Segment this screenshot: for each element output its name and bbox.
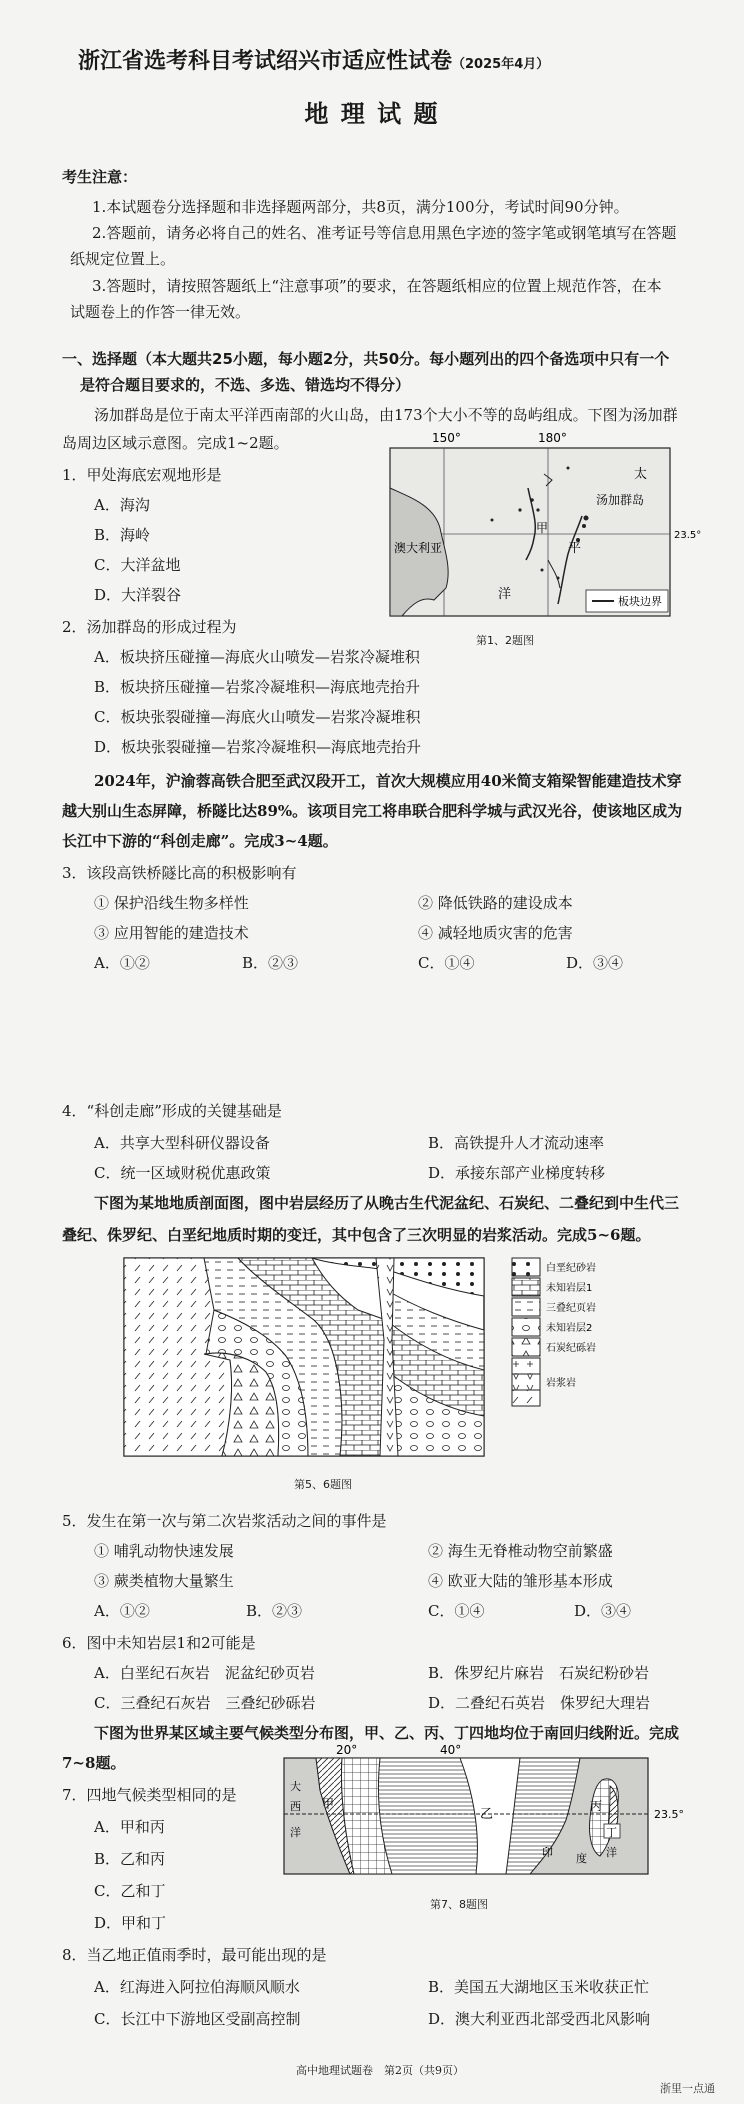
map2-ocean-label: 洋 <box>606 1846 617 1859</box>
option[interactable]: B．海岭 <box>94 526 151 544</box>
map1-lon-label: 180° <box>538 431 567 445</box>
map1-ocean-label: 平 <box>568 541 582 556</box>
intro-text: 长江中下游的“科创走廊”。完成3~4题。 <box>62 832 338 850</box>
statement: ② 降低铁路的建设成本 <box>418 894 573 912</box>
option[interactable]: B．高铁提升人才流动速率 <box>428 1134 605 1152</box>
option[interactable]: C．统一区域财税优惠政策 <box>94 1164 271 1182</box>
statement: ② 海生无脊椎动物空前繁盛 <box>428 1542 613 1560</box>
notice-line: 3.答题时，请按照答题纸上“注意事项”的要求，在答题纸相应的位置上规范作答，在本 <box>92 277 662 295</box>
figure-caption: 第5、6题图 <box>294 1478 352 1491</box>
option[interactable]: A．海沟 <box>94 496 150 514</box>
map2-ocean-label: 洋 <box>290 1826 301 1839</box>
figure-caption: 第7、8题图 <box>430 1898 488 1911</box>
map1-jia-label: 甲 <box>536 521 549 535</box>
statement: ① 哺乳动物快速发展 <box>94 1542 234 1560</box>
notice-line: 2.答题前，请务必将自己的姓名、准考证号等信息用黑色字迹的签字笔或钢笔填写在答题 <box>92 224 677 242</box>
notice-line: 1.本试题卷分选择题和非选择题两部分，共8页，满分100分，考试时间90分钟。 <box>92 198 629 216</box>
legend-label: 三叠纪页岩 <box>546 1303 596 1314</box>
question-stem: 6．图中未知岩层1和2可能是 <box>62 1634 256 1652</box>
option[interactable]: C．大洋盆地 <box>94 556 181 574</box>
geo-legend <box>512 1258 596 1406</box>
map2-site-label: 丁 <box>606 1826 617 1839</box>
statement: ④ 欧亚大陆的雏形基本形成 <box>428 1572 613 1590</box>
geologic-section <box>118 1250 638 1472</box>
option[interactable]: B．美国五大湖地区玉米收获正忙 <box>428 1978 650 1996</box>
notice-heading: 考生注意： <box>62 168 138 186</box>
option[interactable]: D．澳大利亚西北部受西北风影响 <box>428 2010 651 2028</box>
option[interactable]: C．三叠纪石灰岩 三叠纪砂砾岩 <box>94 1694 316 1712</box>
intro-text: 叠纪、侏罗纪、白垩纪地质时期的变迁，其中包含了三次明显的岩浆活动。完成5~6题。 <box>62 1226 651 1244</box>
option[interactable]: C．①④ <box>428 1602 485 1620</box>
option[interactable]: B．②③ <box>246 1602 303 1620</box>
map2-site-label: 乙 <box>480 1807 494 1822</box>
option[interactable]: D．甲和丁 <box>94 1914 167 1932</box>
option[interactable]: D．③④ <box>566 954 624 972</box>
intro-text: 下图为某地地质剖面图，图中岩层经历了从晚古生代泥盆纪、石炭纪、二叠纪到中生代三 <box>94 1194 680 1212</box>
option[interactable]: A．板块挤压碰撞—海底火山喷发—岩浆冷凝堆积 <box>94 648 420 666</box>
statement: ① 保护沿线生物多样性 <box>94 894 249 912</box>
question-stem: 4．“科创走廊”形成的关键基础是 <box>62 1102 282 1120</box>
exam-title: 浙江省选考科目考试绍兴市适应性试卷（2025年4月） <box>78 49 550 74</box>
option[interactable]: A．①② <box>94 954 150 972</box>
statement: ③ 蕨类植物大量繁生 <box>94 1572 234 1590</box>
option[interactable]: B．侏罗纪片麻岩 石炭纪粉砂岩 <box>428 1664 650 1682</box>
intro-text: 7~8题。 <box>62 1754 126 1772</box>
intro-text: 越大别山生态屏障，桥隧比达89%。该项目完工将串联合肥科学城与武汉光谷，使该地区成为 <box>62 802 683 820</box>
page-footer: 高中地理试题卷 第2页（共9页） <box>296 2064 464 2077</box>
map1-ocean-label: 洋 <box>498 587 512 602</box>
map2-ocean-label: 度 <box>576 1852 587 1865</box>
map2-lat-label: 23.5° <box>654 1808 684 1821</box>
section-heading: 是符合题目要求的，不选、多选、错选均不得分） <box>80 376 411 394</box>
question-stem: 2．汤加群岛的形成过程为 <box>62 618 237 636</box>
intro-text: 2024年，沪渝蓉高铁合肥至武汉段开工，首次大规模应用40米简支箱梁智能建造技术穿 <box>94 772 682 790</box>
option[interactable]: A．红海进入阿拉伯海顺风顺水 <box>94 1978 300 1996</box>
map1-aus-label: 澳大利亚 <box>394 541 443 555</box>
climate-map <box>280 1740 700 1890</box>
option[interactable]: C．乙和丁 <box>94 1882 166 1900</box>
option[interactable]: C．板块张裂碰撞—海底火山喷发—岩浆冷凝堆积 <box>94 708 421 726</box>
option[interactable]: A．白垩纪石灰岩 泥盆纪砂页岩 <box>94 1664 315 1682</box>
map1-lat-label: 23.5° <box>674 530 702 541</box>
option[interactable]: D．大洋裂谷 <box>94 586 182 604</box>
option[interactable]: B．②③ <box>242 954 299 972</box>
map1-tonga-label: 汤加群岛 <box>596 493 645 507</box>
statement: ④ 减轻地质灾害的危害 <box>418 924 573 942</box>
intro-text: 下图为世界某区域主要气候类型分布图，甲、乙、丙、丁四地均位于南回归线附近。完成 <box>94 1724 680 1742</box>
option[interactable]: A．甲和丙 <box>94 1818 165 1836</box>
option[interactable]: A．①② <box>94 1602 150 1620</box>
map2-lon-label: 40° <box>440 1743 462 1757</box>
notice-line: 试题卷上的作答一律无效。 <box>70 303 251 321</box>
option[interactable]: B．板块挤压碰撞—岩浆冷凝堆积—海底地壳抬升 <box>94 678 421 696</box>
notice-line: 纸规定位置上。 <box>70 250 176 268</box>
tonga-map <box>382 428 702 628</box>
intro-text: 汤加群岛是位于南太平洋西南部的火山岛，由173个大小不等的岛屿组成。下图为汤加群 <box>94 406 678 424</box>
map2-lon-label: 20° <box>336 1743 358 1757</box>
question-stem: 1．甲处海底宏观地形是 <box>62 466 222 484</box>
statement: ③ 应用智能的建造技术 <box>94 924 249 942</box>
option[interactable]: C．①④ <box>418 954 475 972</box>
legend-label: 石炭纪砾岩 <box>546 1343 596 1354</box>
section-heading: 一、选择题（本大题共25小题，每小题2分，共50分。每小题列出的四个备选项中只有一个 <box>62 350 670 368</box>
option[interactable]: D．二叠纪石英岩 侏罗纪大理岩 <box>428 1694 651 1712</box>
map2-ocean-label: 西 <box>290 1800 301 1813</box>
map2-site-label: 甲 <box>322 1797 335 1811</box>
question-stem: 5．发生在第一次与第二次岩浆活动之间的事件是 <box>62 1512 387 1530</box>
exam-subtitle: 地 理 试 题 <box>304 100 440 128</box>
intro-text: 岛周边区域示意图。完成1~2题。 <box>62 434 289 452</box>
option[interactable]: D．板块张裂碰撞—岩浆冷凝堆积—海底地壳抬升 <box>94 738 422 756</box>
legend-label: 白垩纪砂岩 <box>546 1263 596 1274</box>
legend-label: 未知岩层1 <box>546 1283 593 1294</box>
map1-lon-label: 150° <box>432 431 461 445</box>
legend-label: 岩浆岩 <box>546 1378 576 1389</box>
watermark: 浙里一点通 <box>660 2082 715 2095</box>
map1-legend-label: 板块边界 <box>618 595 662 608</box>
map2-ocean-label: 印 <box>542 1846 553 1859</box>
question-stem: 7．四地气候类型相同的是 <box>62 1786 237 1804</box>
option[interactable]: B．乙和丙 <box>94 1850 166 1868</box>
map2-ocean-label: 大 <box>290 1780 301 1793</box>
exam-date: （2025年4月） <box>452 57 550 72</box>
map2-site-label: 丙 <box>590 1799 603 1813</box>
figure-caption: 第1、2题图 <box>476 634 534 647</box>
question-stem: 8．当乙地正值雨季时，最可能出现的是 <box>62 1946 327 1964</box>
option[interactable]: D．③④ <box>574 1602 632 1620</box>
legend-label: 未知岩层2 <box>546 1323 593 1334</box>
map1-ocean-label: 太 <box>634 467 648 482</box>
option[interactable]: A．共享大型科研仪器设备 <box>94 1134 270 1152</box>
question-stem: 3．该段高铁桥隧比高的积极影响有 <box>62 864 297 882</box>
option[interactable]: C．长江中下游地区受副高控制 <box>94 2010 301 2028</box>
option[interactable]: D．承接东部产业梯度转移 <box>428 1164 606 1182</box>
